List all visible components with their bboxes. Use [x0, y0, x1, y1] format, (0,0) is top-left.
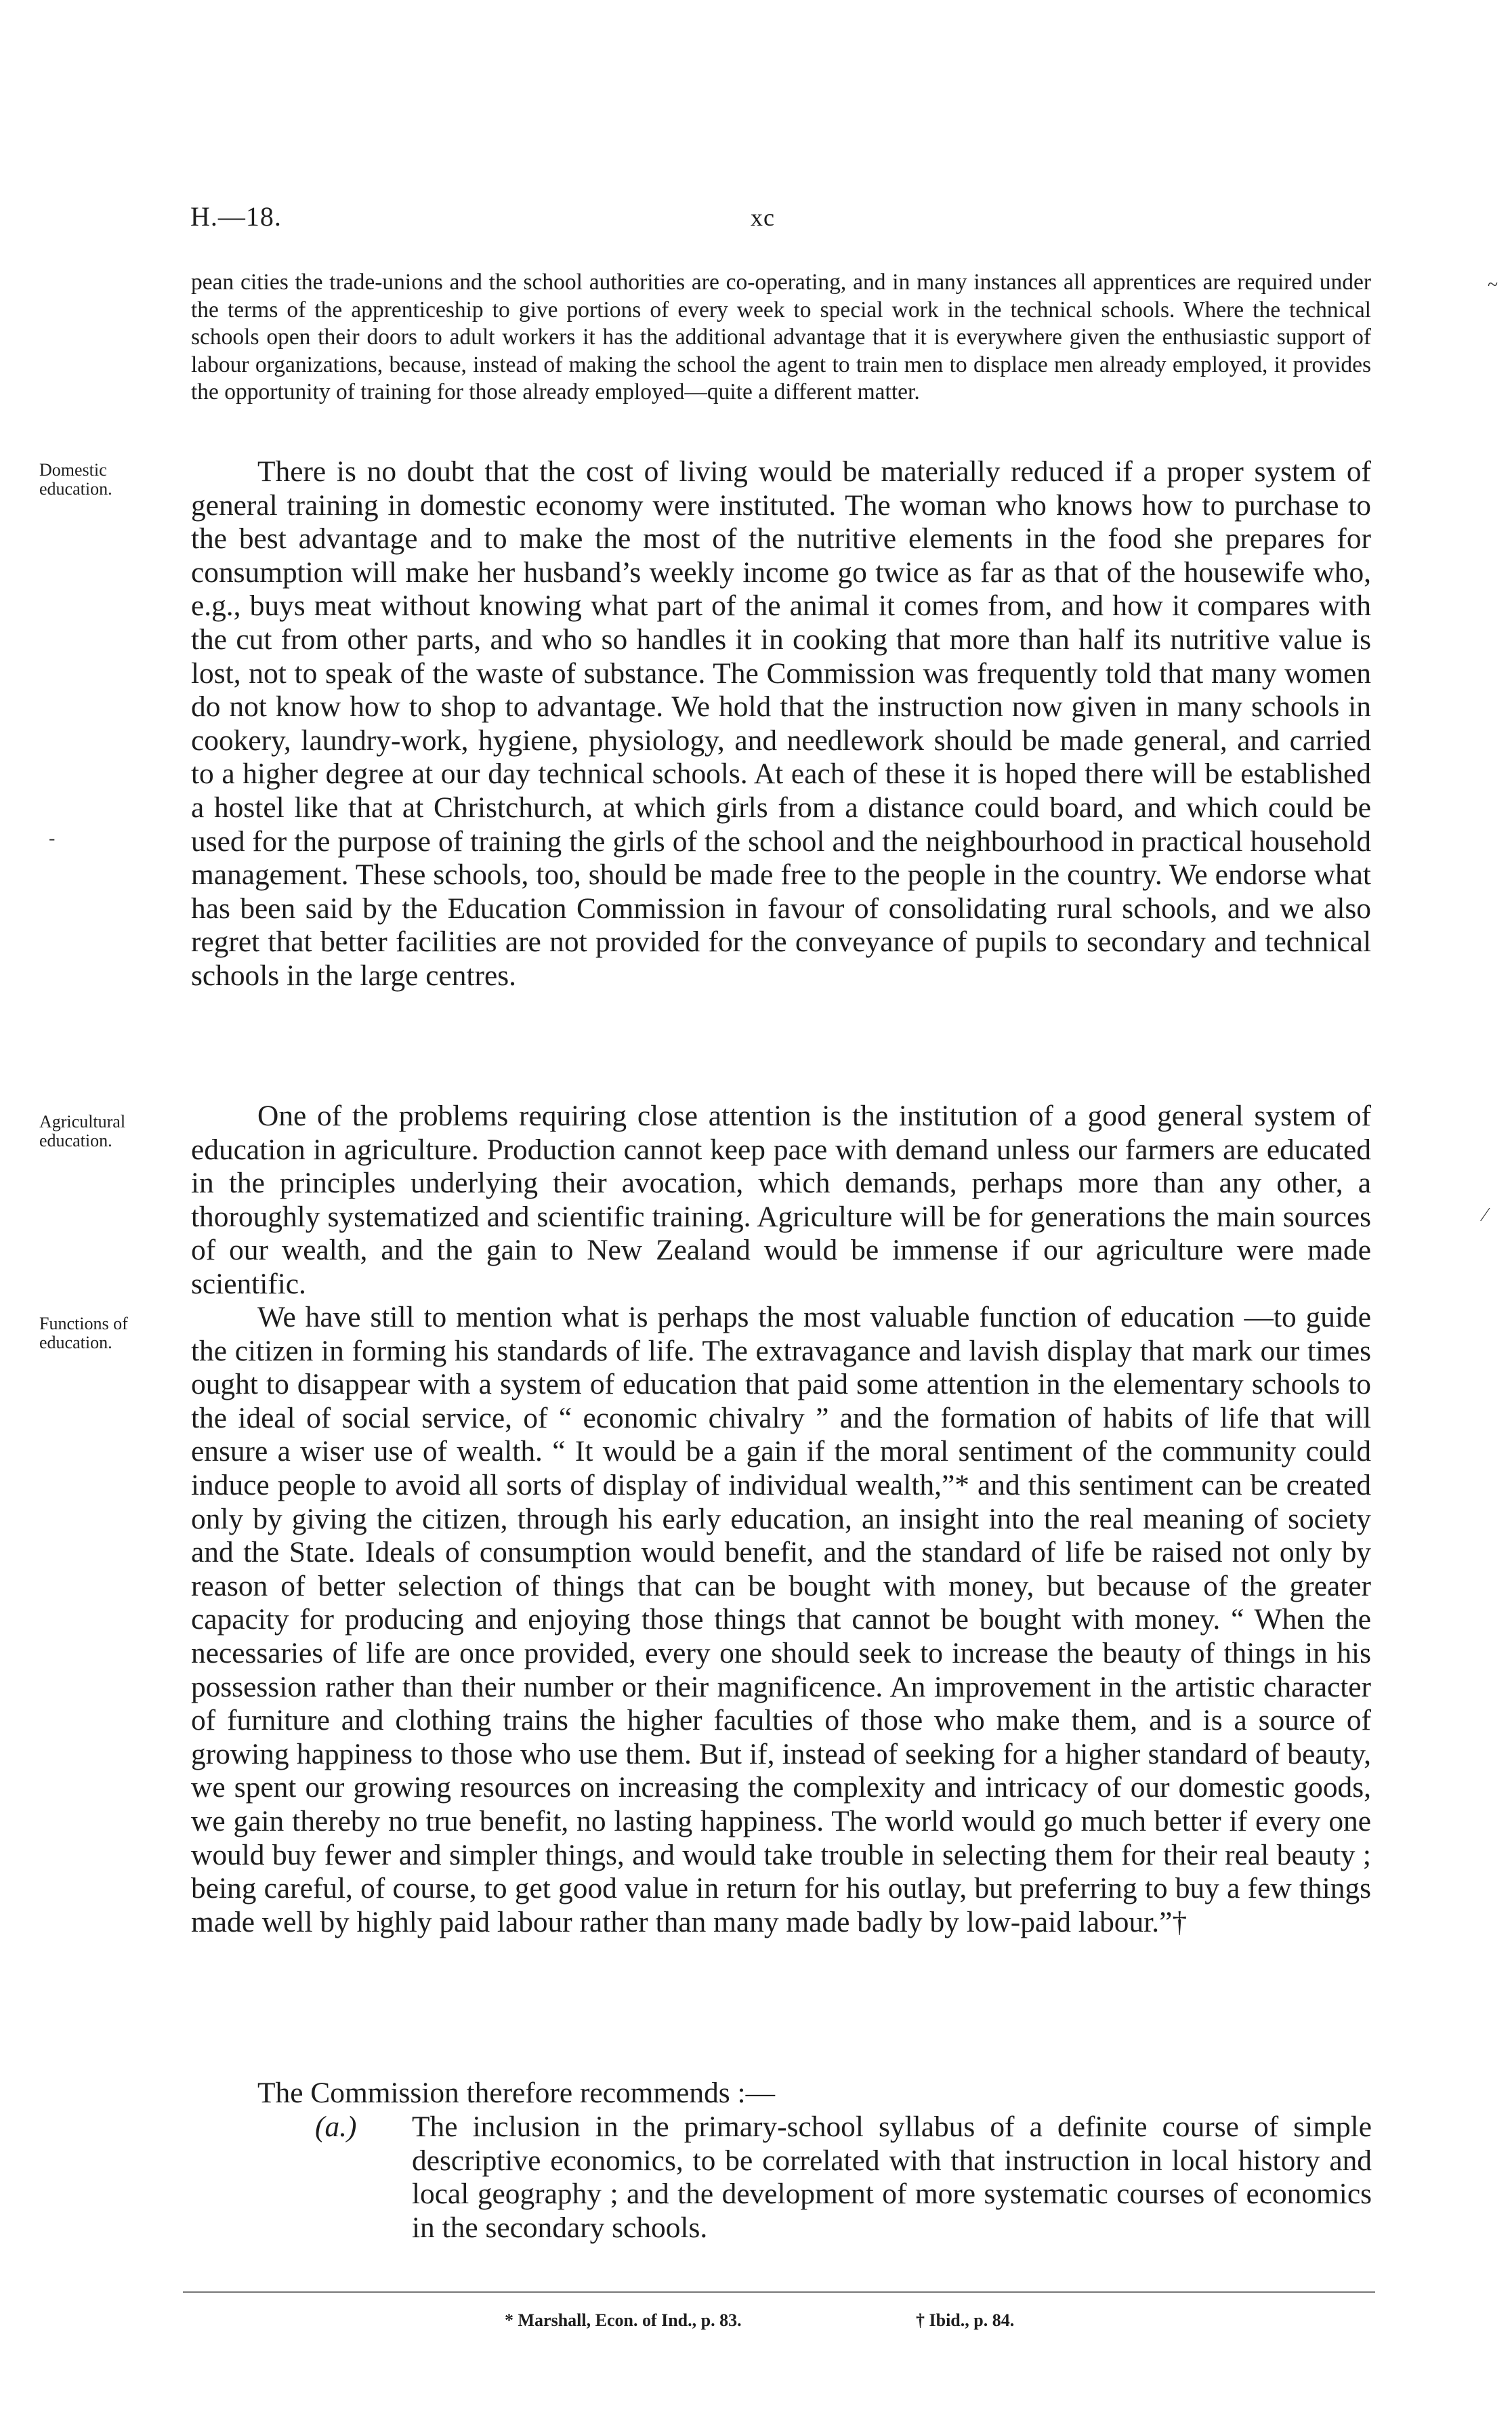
scan-mark-right-top: ~	[1488, 274, 1498, 295]
page-number: xc	[751, 204, 775, 231]
recommendation-text: The inclusion in the primary-school syllabus of a definite course of simple descriptive economics, to be correlated with that instruction in local history and local geography ; and the development of more systematic courses of economics in the secondary schools.	[412, 2110, 1372, 2244]
recommendation-label: (a.)	[315, 2110, 357, 2143]
scan-mark-left: -	[49, 828, 56, 849]
paragraph-domestic-education: There is no doubt that the cost of living would be materially reduced if a proper system of general training in domestic economy were instituted. The woman who knows how to purchase to the best advantage and to make the most of the nutritive elements in the food she prepares for consumption will make her husband’s weekly income go twice as far as that of the housewife who, e.g., buys meat without knowing what part of the animal it comes from, and how it compares with the cut from other parts, and who so handles it in cooking that more than half its nutritive value is lost, not to speak of the waste of substance. The Commission was frequently told that many women do not know how to shop to advantage. We hold that the instruction now given in many schools in cookery, laundry-work, hygiene, physiology, and needlework should be made general, and carried to a higher degree at our day technical schools. At each of these it is hoped there will be established a hostel like that at Christchurch, at which girls from a distance could board, and which could be used for the purpose of training the girls of the school and the neighbourhood in practical household management. These schools, too, should be made free to the people in the country. We endorse what has been said by the Education Commission in favour of consolidating rural schools, and we also regret that better facilities are not provided for the conveyance of pupils to secondary and technical schools in the large centres.	[191, 455, 1371, 992]
continued-paragraph: pean cities the trade-unions and the school authorities are co-operating, and in many instances all apprentices are required under the terms of the apprenticeship to give portions of every week to special work in the technical schools. Where the technical schools open their doors to adult workers it has the additional advantage that it is everywhere given the enthusiastic support of labour organizations, because, instead of making the school the agent to train men to displace men already employed, it provides the opportunity of training for those already employed—quite a different matter.	[191, 270, 1371, 404]
scan-mark-right-mid: ⁄	[1484, 1205, 1487, 1226]
paragraph-functions-of-education: We have still to mention what is perhaps the most valuable function of education —to guide the citizen in forming his standards of life. The extravagance and lavish display that mark our times ought to disappear with a system of education that paid some attention in the elementary schools to the ideal of social service, of “ economic chivalry ” and the formation of habits of life that will ensure a wiser use of wealth. “ It would be a gain if the moral sentiment of the community could induce people to avoid all sorts of display of individual wealth,”* and this sentiment can be created only by giving the citizen, through his early education, an insight into the real meaning of society and the State. Ideals of consumption would benefit, and the standard of life be raised not only by reason of better selection of things that can be bought with money, but because of the greater capacity for producing and enjoying those things that cannot be bought with money. “ When the necessaries of life are once provided, every one should seek to increase the beauty of things in his possession rather than their number or their magnificence. An improvement in the artistic character of furniture and clothing trains the higher faculties of those who make them, and is a source of growing happiness to those who use them. But if, instead of seeking for a higher standard of beauty, we spent our growing resources on increasing the complexity and intricacy of our domestic goods, we gain thereby no true benefit, no lasting happiness. The world would go much better if every one would buy fewer and simpler things, and would take trouble in selecting them for their real beauty ; being careful, of course, to get good value in return for his outlay, but preferring to buy a few things made well by highly paid labour rather than many made badly by low-paid labour.”†	[191, 1301, 1371, 1938]
recommendations-intro: The Commission therefore recommends :—	[257, 2077, 775, 2109]
footnote-2: † Ibid., p. 84.	[916, 2310, 1015, 2330]
page-header-reference: H.—18.	[190, 201, 282, 232]
footnote-divider	[183, 2291, 1375, 2293]
margin-note-domestic: Domestic education.	[39, 460, 112, 499]
margin-note-agricultural: Agricultural education.	[39, 1112, 126, 1150]
margin-note-functions: Functions of education.	[39, 1314, 128, 1352]
paragraph-agricultural-education: One of the problems requiring close attention is the institution of a good general system of education in agriculture. Production cannot keep pace with demand unless our farmers are educated in the principles underlying their avocation, which demands, perhaps more than any other, a thoroughly systematized and scientific training. Agriculture will be for generations the main sources of our wealth, and the gain to New Zealand would be immense if our agriculture were made scientific.	[191, 1100, 1371, 1300]
recommendation-item	[315, 2110, 1372, 2245]
footnote-1: * Marshall, Econ. of Ind., p. 83.	[505, 2310, 742, 2330]
